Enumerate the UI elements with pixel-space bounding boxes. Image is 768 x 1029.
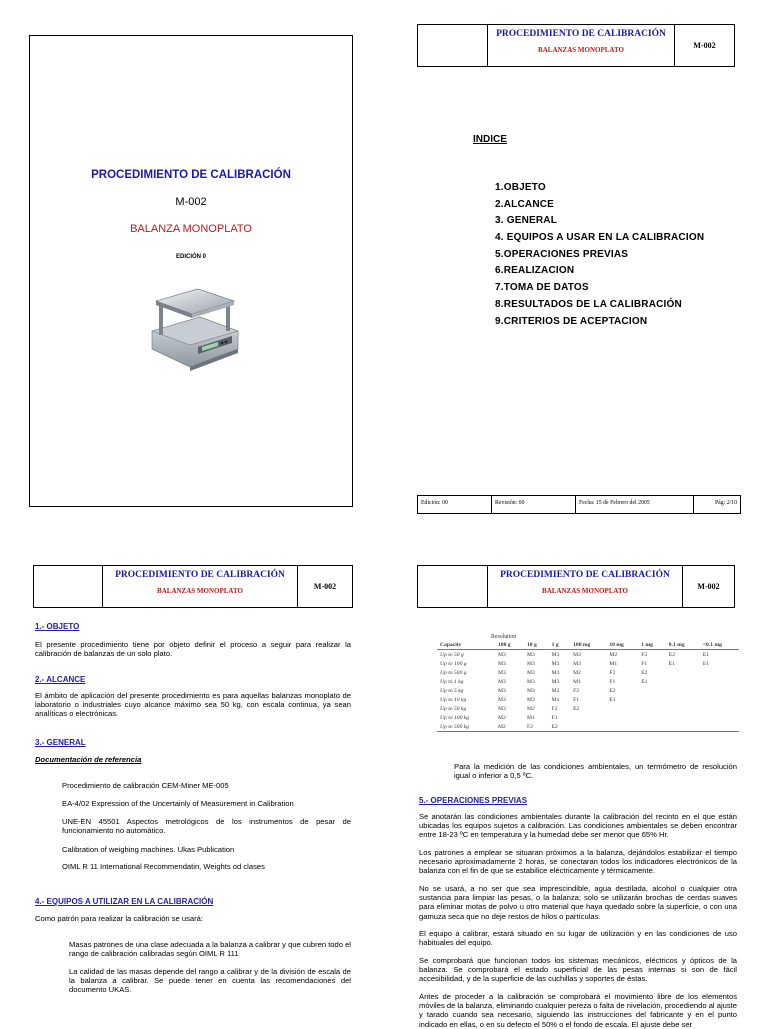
table-cell: M2 xyxy=(609,651,618,658)
table-cell: F1 xyxy=(609,678,616,685)
header-subtitle: BALANZAS MONOPLATO xyxy=(157,587,243,595)
table-cell xyxy=(700,695,739,704)
reference-item: EA-4/02 Expression of the Uncertainly of Measurement in Calibration xyxy=(62,799,294,808)
section-1-title: 1.- OBJETO xyxy=(35,622,80,631)
table-row xyxy=(437,668,739,677)
table-cell: E2 xyxy=(609,687,616,694)
table-row xyxy=(437,659,739,668)
section-5-title: 5.- OPERACIONES PREVIAS xyxy=(419,796,528,805)
table-header-cell: 10 g xyxy=(524,640,549,650)
table-cell: Up to 100 kg xyxy=(440,714,470,721)
header-code: M-002 xyxy=(693,41,716,50)
section-5-para: Antes de proceder a la calibración se comprobará el movimiento libre de los elementos móviles de la balanza, eliminando cualquier pereza o falta de nivelación, procediendo al ajuste y tarado cuando sea necesario, siguiendo las instrucciones del fabricante y en el punto indicado en ellas, o en su defecto el 50% o el fondo de escala. El ajuste debe ser xyxy=(419,992,737,1029)
cover-subtitle: BALANZA MONOPLATO xyxy=(130,223,252,235)
table-cell: M3 xyxy=(527,651,535,658)
table-cell xyxy=(700,704,739,713)
table-cell: F1 xyxy=(641,660,648,667)
table-cell: M2 xyxy=(551,687,560,694)
table-cell xyxy=(700,722,739,732)
index-item: 8.RESULTADOS DE LA CALIBRACIÓN xyxy=(495,298,682,310)
table-header-cell: 100 g xyxy=(495,640,524,650)
footer-edicion: Edición: 00 xyxy=(418,496,492,513)
table-row xyxy=(437,686,739,695)
index-item: 4. EQUIPOS A USAR EN LA CALIBRACION xyxy=(495,232,705,244)
table-cell: M1 xyxy=(573,678,581,685)
table-cell xyxy=(606,704,638,713)
header-subtitle: BALANZAS MONOPLATO xyxy=(538,46,624,54)
table-cell: F2 xyxy=(524,722,549,732)
table-cell xyxy=(666,677,700,686)
section-4-intro: Como patrón para realizar la calibración se usará: xyxy=(35,914,203,923)
table-cell xyxy=(666,722,700,732)
table-cell xyxy=(638,704,666,713)
table-cell: M2 xyxy=(573,669,581,676)
table-cell xyxy=(700,677,739,686)
section-5-para: No se usará, a no ser que sea imprescindible, agua destilada, alcohol o cualquier otra sustancia para limpiar las pesas, o la balanza; solo se utilizarán brochas de cerdas suaves para eliminar motas de polvo u otro material que haya quedado sobre la superficie, o con una gamuza seca que no deje restos de hilos o partículas. xyxy=(419,884,737,921)
page3-header xyxy=(33,565,353,608)
table-cell: M2 xyxy=(495,722,524,732)
table-cell: Up to 10 kg xyxy=(440,696,467,703)
section-4-title: 4.- EQUIPOS A UTILIZAR EN LA CALIBRACIÓN xyxy=(35,897,214,906)
table-row xyxy=(437,650,739,660)
index-item: 9.CRITERIOS DE ACEPTACION xyxy=(495,315,648,327)
table-cell: Up to 5 kg xyxy=(440,687,464,694)
cover-edition: EDICIÓN 0 xyxy=(175,254,206,260)
table-cell: M3 xyxy=(527,687,535,694)
table-header-cell: Capacity xyxy=(437,640,495,650)
reference-item: Calibration of weighing machines. Ukas Publication xyxy=(62,845,235,854)
table-row xyxy=(437,704,739,713)
header-code: M-002 xyxy=(313,582,337,591)
header-code: M-002 xyxy=(697,582,720,591)
table-cell: M3 xyxy=(527,696,535,703)
table-cell: M3 xyxy=(527,678,535,685)
table-cell xyxy=(606,713,638,722)
section-2-title: 2.- ALCANCE xyxy=(35,675,86,684)
index-item: 5.OPERACIONES PREVIAS xyxy=(495,248,629,260)
footer-fecha: Fecha: 15 de Febrero del 2005 xyxy=(576,496,694,513)
table-cell: M3 xyxy=(527,669,535,676)
table-cell: M1 xyxy=(609,660,618,667)
section-5-para: Se anotarán las condiciones ambientales durante la calibración del recinto en el que están ubicadas los equipos sujetos a calibración. Las condiciones ambientales se deben encontrar entre 18-23 ºC en temperatura y la humedad debe ser menor que 65% Hr. xyxy=(419,812,737,840)
table-cell xyxy=(638,695,666,704)
table-header-cell: 10 mg xyxy=(606,640,638,650)
table-cell: Up to 50 kg xyxy=(440,705,467,712)
reference-item: Procedimiento de calibración CEM-Miner ME-005 xyxy=(62,781,229,790)
page4-header xyxy=(417,565,735,608)
table-cell xyxy=(638,686,666,695)
table-cell: M3 xyxy=(551,651,560,658)
index-item: 2.ALCANCE xyxy=(495,198,555,210)
table-cell xyxy=(666,704,700,713)
header-subtitle: BALANZAS MONOPLATO xyxy=(542,587,628,595)
table-cell: M1 xyxy=(527,714,535,721)
table-resolution-label: Resolution xyxy=(491,634,517,640)
weight-class-table xyxy=(437,634,739,732)
cover-title: PROCEDIMIENTO DE CALIBRACIÓN xyxy=(91,169,291,181)
index-list xyxy=(495,182,704,332)
table-cell: M3 xyxy=(551,678,560,685)
table-cell: F2 xyxy=(609,669,616,676)
thermometer-note: Para la medición de las condiciones ambientales, un termómetro de resolución igual o inferior a 0,5 ºC. xyxy=(454,762,737,781)
table-cell: M3 xyxy=(498,669,506,676)
table-cell: E2 xyxy=(668,651,675,658)
table-cell: E2 xyxy=(573,705,580,712)
table-cell xyxy=(666,668,700,677)
table-cell: M3 xyxy=(498,687,506,694)
table-cell xyxy=(606,722,638,732)
table-cell xyxy=(638,722,666,732)
reference-item: OIML R 11 International Recommendatin, Weights od clases xyxy=(62,862,265,871)
table-cell: Up to 50 g xyxy=(440,651,464,658)
section-4-para: Masas patrones de una clase adecuada a la balanza a calibrar y que cubren todo el rango de calibración calibradas según OIML R 111 xyxy=(69,940,351,959)
section-5-para: Se comprobará que funcionan todos los sistemas mecánicos, eléctricos y ópticos de la balanza. Se comprobará el estado superficial de las pesas internas si son de fácil accesibilidad, y de la superficie de las cuchillas y soportes de éstas. xyxy=(419,956,737,984)
table-cell: M3 xyxy=(498,651,506,658)
index-item: 3. GENERAL xyxy=(495,215,558,227)
table-cell: M3 xyxy=(498,660,506,667)
footer-pag: Pág: 2/10 xyxy=(714,500,737,506)
page2-footer xyxy=(417,495,741,514)
table-cell: M3 xyxy=(573,660,581,667)
table-header-row xyxy=(437,640,739,650)
table-cell: M3 xyxy=(573,651,581,658)
table-row xyxy=(437,713,739,722)
table-cell: M3 xyxy=(498,705,506,712)
section-5-para: El equipo a calibrar, estará situado en su lugar de utilización y en las condiciones de uso habituales del equipo. xyxy=(419,929,737,948)
cover-page xyxy=(29,35,353,507)
table-cell: E1 xyxy=(702,651,710,658)
section-2-text: El ámbito de aplicación del presente procedimiento es para aquellas balanzas monoplato de laboratorio o industriales cuyo alcance máximo sea 50 kg, con escala continua, ya sean analíticas o electrónicas. xyxy=(35,691,351,719)
index-item: 6.REALIZACION xyxy=(495,265,575,277)
page2-header xyxy=(417,24,735,67)
table-cell: Up to 1 kg xyxy=(440,678,464,685)
table-cell xyxy=(638,713,666,722)
table-cell xyxy=(666,713,700,722)
table-header-cell: <0.1 mg xyxy=(700,640,739,650)
section-1-text: El presente procedimiento tiene por objeto definir el proceso a seguir para realizar la calibración de balanzas de un solo plato. xyxy=(35,640,351,659)
index-item: 7.TOMA DE DATOS xyxy=(495,282,589,294)
table-header-cell: 100 mg xyxy=(570,640,606,650)
table-cell: M2 xyxy=(527,705,535,712)
table-cell: M1 xyxy=(551,696,560,703)
table-cell xyxy=(666,695,700,704)
table-cell: M3 xyxy=(551,660,560,667)
table-cell xyxy=(666,686,700,695)
balance-scale-image xyxy=(146,287,242,369)
resolution-table xyxy=(437,640,739,732)
table-cell: E1 xyxy=(609,696,616,703)
table-cell: M3 xyxy=(527,660,535,667)
table-cell: E1 xyxy=(668,660,675,667)
table-cell xyxy=(700,668,739,677)
index-item: 1.OBJETO xyxy=(495,182,546,193)
section-3-subtitle: Documentación de referencia xyxy=(35,755,142,764)
table-cell: F1 xyxy=(573,696,580,703)
table-cell: F1 xyxy=(551,714,558,721)
table-cell: Up to 100 g xyxy=(440,660,467,667)
table-cell: E1 xyxy=(702,660,710,667)
header-title: PROCEDIMIENTO DE CALIBRACIÓN xyxy=(496,29,666,39)
index-heading: INDICE xyxy=(473,134,507,145)
table-cell xyxy=(700,686,739,695)
section-5-para: Los patrones a emplear se situaran próximos a la balanza, dejándolos estabilizar el tiempo necesario aproximadamente 2 horas, se conectaran todos los indicadores electrónicos de la balanza con el fin de que se estabilice eléctricamente y térmicamente. xyxy=(419,848,737,876)
section-3-title: 3.- GENERAL xyxy=(35,738,86,747)
cover-code: M-002 xyxy=(175,196,207,208)
header-title: PROCEDIMIENTO DE CALIBRACIÓN xyxy=(500,570,670,580)
table-cell: M3 xyxy=(498,678,506,685)
table-cell: F2 xyxy=(641,651,648,658)
table-header-cell: 0.1 mg xyxy=(666,640,700,650)
table-cell: E2 xyxy=(549,722,570,732)
table-cell xyxy=(570,722,606,732)
section-4-para: La calidad de las masas depende del rango a calibrar y de la división de escala de la balanza a calibrar. Se puede tener en cuenta las recomendaciones del documento UKAS. xyxy=(69,967,351,995)
table-cell: F2 xyxy=(573,687,580,694)
table-cell: E1 xyxy=(641,678,648,685)
table-cell: M3 xyxy=(498,696,506,703)
header-title: PROCEDIMIENTO DE CALIBRACIÓN xyxy=(115,570,285,580)
table-row xyxy=(437,677,739,686)
table-cell: F2 xyxy=(551,705,558,712)
table-cell xyxy=(570,713,606,722)
table-cell: Up to 500 kg xyxy=(437,722,495,732)
table-cell xyxy=(700,713,739,722)
table-cell: E2 xyxy=(641,669,648,676)
table-header-cell: 1 g xyxy=(549,640,570,650)
table-row xyxy=(437,695,739,704)
table-cell: M2 xyxy=(498,714,506,721)
table-row xyxy=(437,722,739,732)
table-cell: Up to 500 g xyxy=(440,669,467,676)
table-cell: M3 xyxy=(551,669,560,676)
reference-item: UNE-EN 45501 Aspectos metrológicos de los instrumentos de pesar de funcionamiento no automático. xyxy=(62,817,351,836)
footer-revision: Revisión: 00 xyxy=(492,496,576,513)
table-header-cell: 1 mg xyxy=(638,640,666,650)
